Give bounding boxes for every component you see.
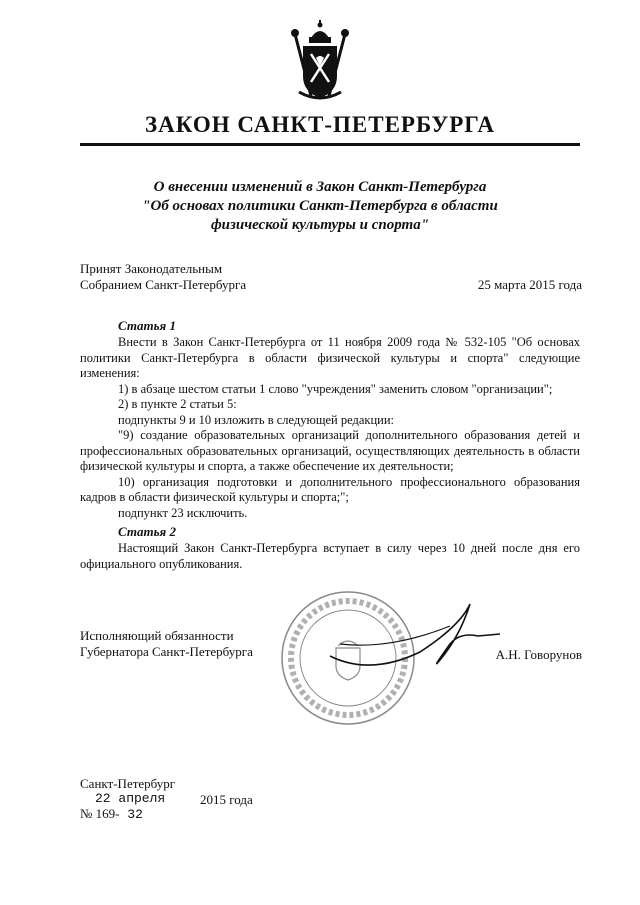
adoption-date: 25 марта 2015 года [477,277,582,292]
law-title: ЗАКОН САНКТ-ПЕТЕРБУРГА [144,112,496,137]
article-1-intro: Внести в Закон Санкт-Петербурга от 11 ноября 2009 года № 532-105 "Об основах политики Санкт-Петербурга в области физической культуры и спорта" следующие изменения: [80,335,580,380]
article-1-item-1: 1) в абзаце шестом статьи 1 слово "учреждения" заменить словом "организации"; [118,381,553,396]
document-heading [60,178,580,235]
article-1-sub-10: 10) организация подготовки и дополнительного профессионального образования кадров в области физической культуры и спорта;"; [80,474,580,504]
coat-of-arms-icon [289,20,351,102]
heading-line: физической культуры и спорта" [210,217,430,233]
signatory-position [80,628,253,660]
article-1-body [80,335,580,521]
signatory-name: А.Н. Говорунов [495,647,582,662]
article-2-body [80,541,580,572]
article-2-title: Статья 2 [118,524,176,539]
article-1-item-2: 2) в пункте 2 статьи 5: [118,397,237,411]
article-1-title: Статья 1 [118,318,176,333]
title-rule [80,143,580,146]
adoption-info [80,261,246,293]
article-1-item-2a: подпункты 9 и 10 изложить в следующей редакции: [118,412,394,427]
registration-number-suffix: 32 [119,807,143,822]
signing-year: 2015 года [200,792,253,807]
signatory-line-1: Исполняющий обязанности [80,628,234,643]
article-2-text: Настоящий Закон Санкт-Петербурга вступает в силу через 10 дней после дня его официального опубликования. [80,541,580,571]
handwritten-signature [310,596,510,680]
article-1-sub-9: "9) создание образовательных организаций дополнительного образования детей и профессиональных образовательных организаций, осуществляющих деятельность в области физической культуры и спорта, а также обеспечение их деятельности; [80,428,580,473]
signing-place: Санкт-Петербург [80,776,176,791]
signing-day-month: 22 апреля [95,791,166,806]
signatory-line-2: Губернатора Санкт-Петербурга [80,644,253,659]
adopted-line-2: Собранием Санкт-Петербурга [80,277,247,292]
registration-number [80,806,143,822]
heading-line: О внесении изменений в Закон Санкт-Петербурга [153,179,487,195]
article-1-item-2b: подпункт 23 исключить. [118,505,248,520]
heading-line: "Об основах политики Санкт-Петербурга в области [142,198,498,214]
registration-number-prefix: № 169- [80,806,120,821]
adopted-line-1: Принят Законодательным [80,261,223,276]
